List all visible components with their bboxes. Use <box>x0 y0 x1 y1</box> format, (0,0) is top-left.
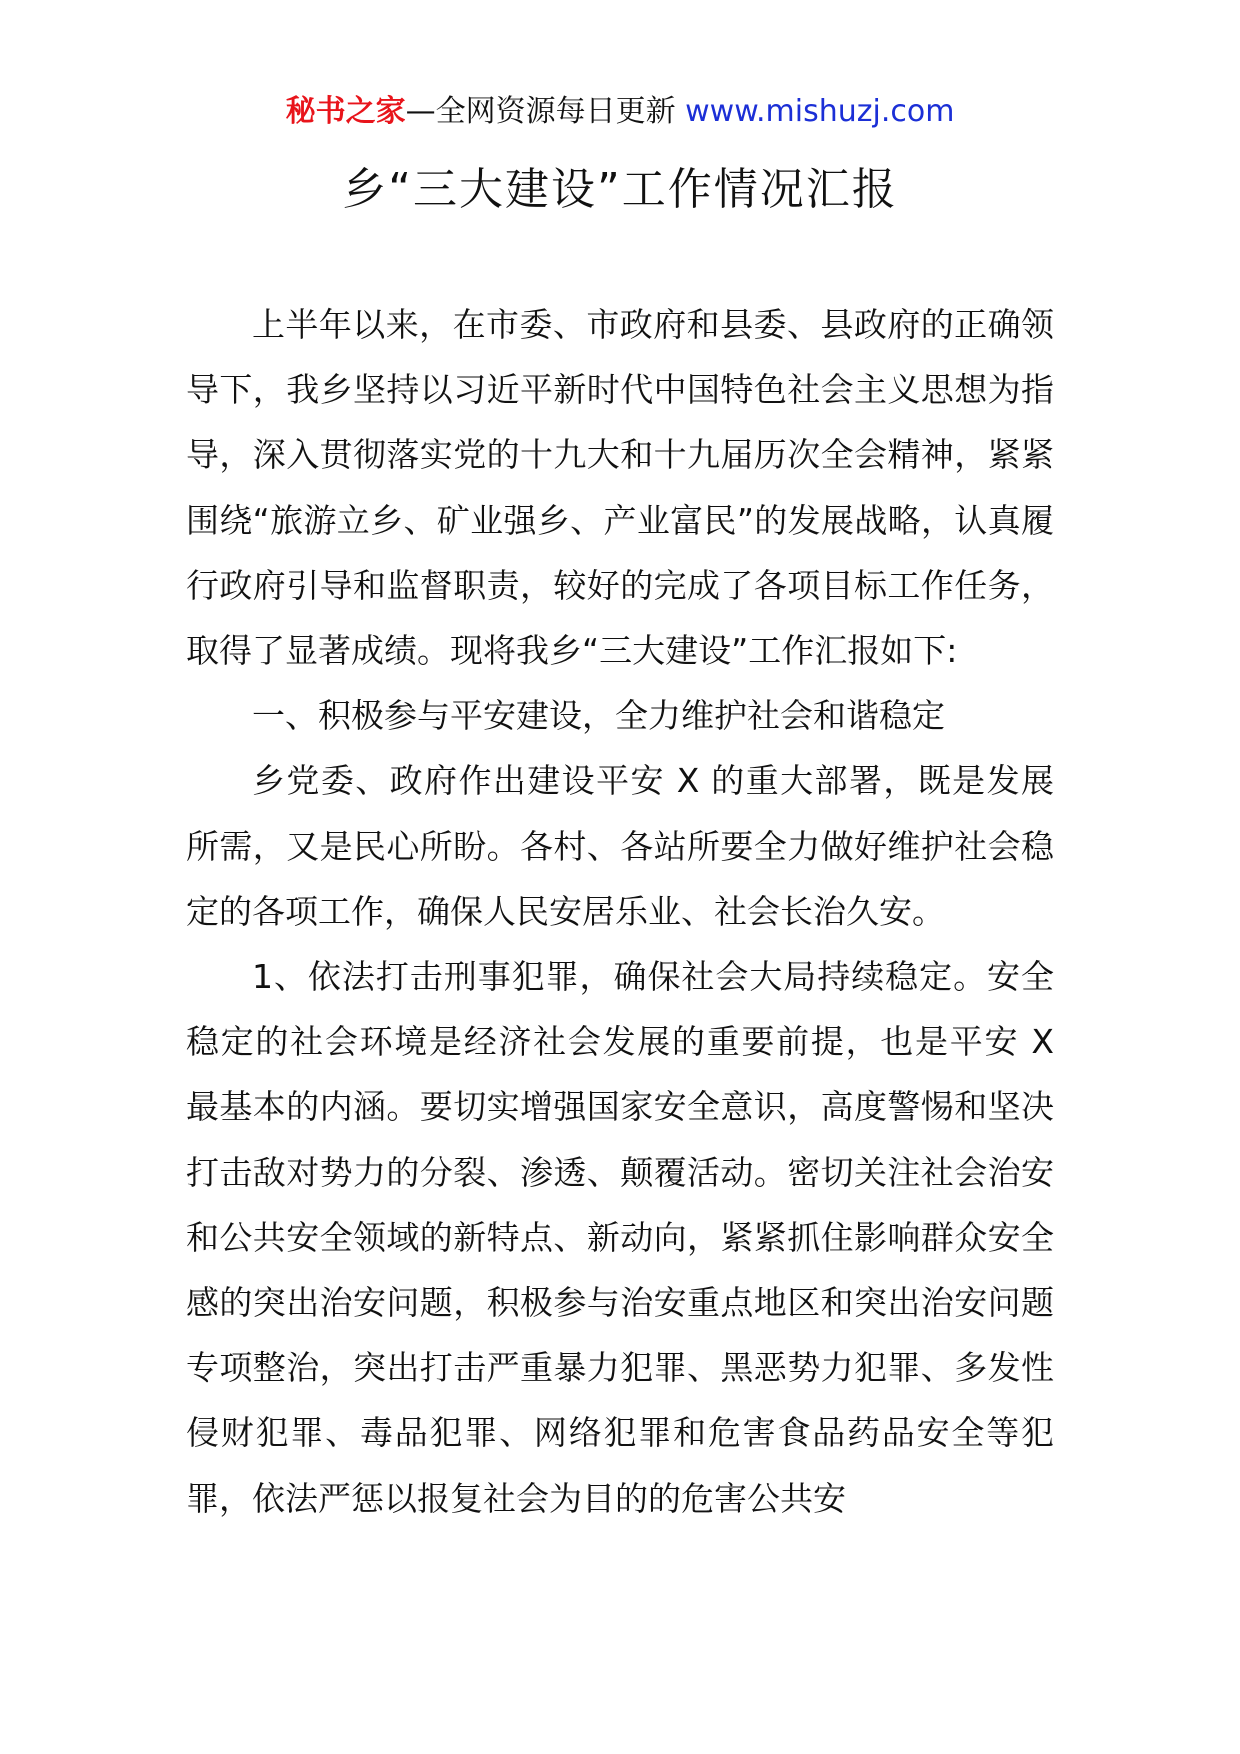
section-heading-1: 一、积极参与平安建设，全力维护社会和谐稳定 <box>252 696 945 736</box>
document-body <box>186 292 1054 1531</box>
site-url: www.mishuzj.com <box>685 94 955 129</box>
site-header-banner <box>0 92 1240 132</box>
intro-paragraph: 上半年以来，在市委、市政府和县委、县政府的正确领导下，我乡坚持以习近平新时代中国特色社会主义思想为指导，深入贯彻落实党的十九大和十九届历次全会精神，紧紧围绕“旅游立乡、矿业强乡、产业富民”的发展战略，认真履行政府引导和监督职责，较好的完成了各项目标工作任务，取得了显著成绩。现将我乡“三大建设”工作汇报如下: <box>186 305 1054 671</box>
subsection-1-paragraph: 1、依法打击刑事犯罪，确保社会大局持续稳定。安全稳定的社会环境是经济社会发展的重要前提，也是平安 X 最基本的内涵。要切实增强国家安全意识，高度警惕和坚决打击敌对势力的分裂、渗透、颠覆活动。密切关注社会治安和公共安全领域的新特点、新动向，紧紧抓住影响群众安全感的突出治安问题，积极参与治安重点地区和突出治安问题专项整治，突出打击严重暴力犯罪、黑恶势力犯罪、多发性侵财犯罪、毒品犯罪、网络犯罪和危害食品药品安全等犯罪，依法严惩以报复社会为目的的危害公共安 <box>186 957 1054 1518</box>
site-brand-name: 秘书之家 <box>285 94 406 129</box>
document-title: 乡“三大建设”工作情况汇报 <box>342 164 898 215</box>
site-tagline: —全网资源每日更新 <box>405 94 686 129</box>
section-1-paragraph: 乡党委、政府作出建设平安 X 的重大部署，既是发展所需，又是民心所盼。各村、各站所要全力做好维护社会稳定的各项工作，确保人民安居乐业、社会长治久安。 <box>186 761 1054 931</box>
